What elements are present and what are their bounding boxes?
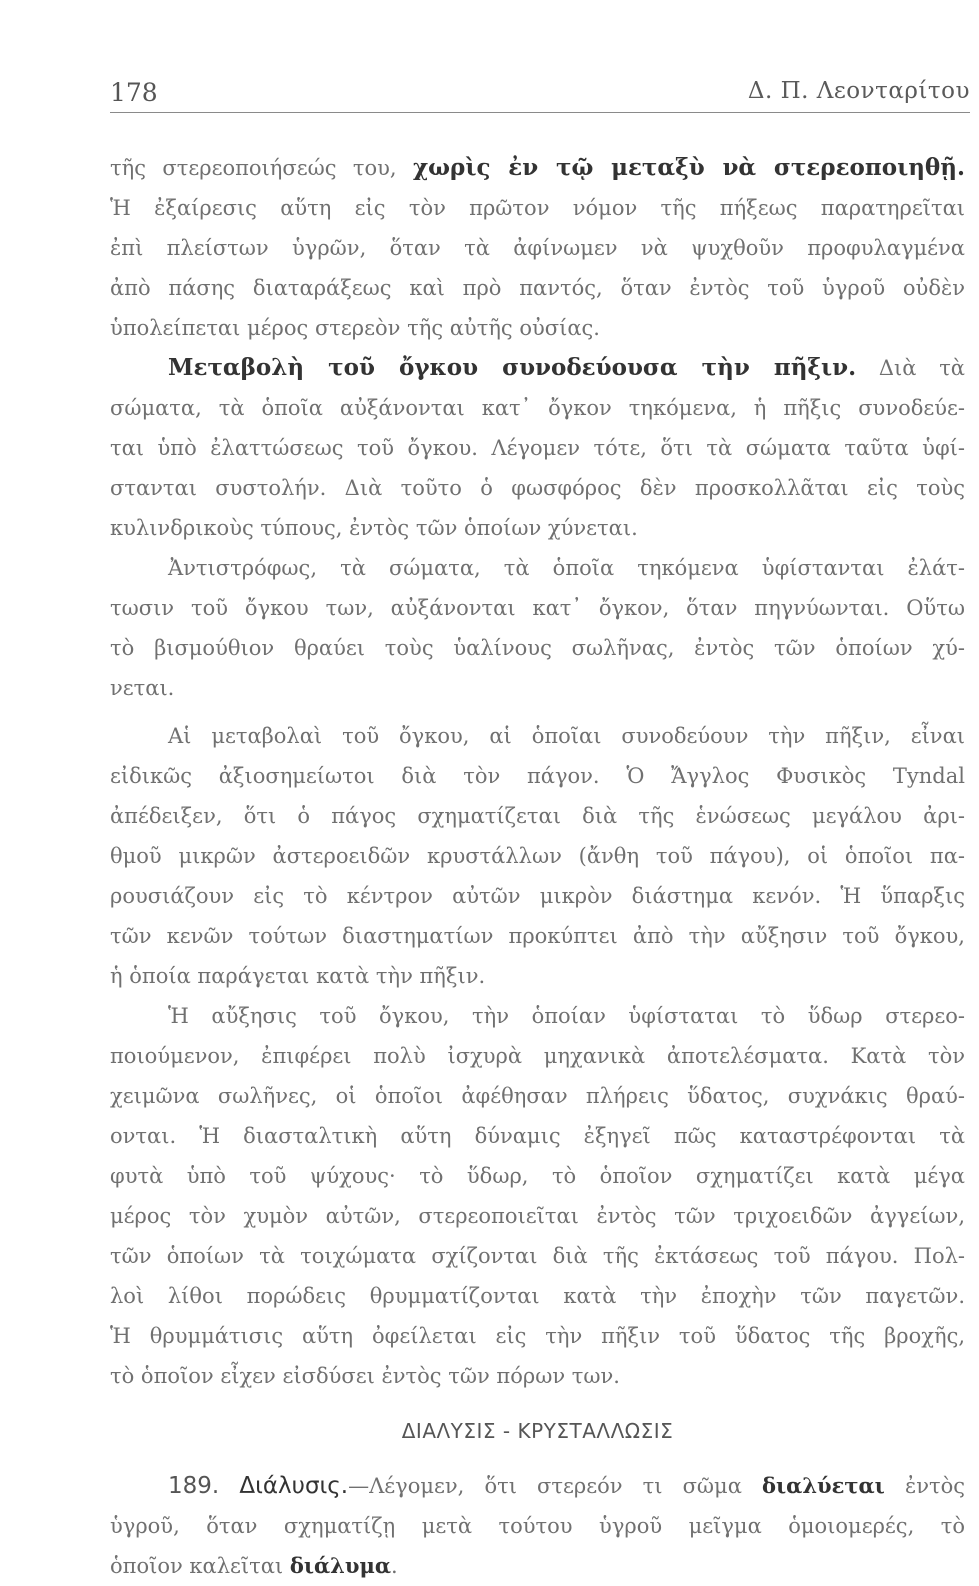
text-line: ἀπέδειξεν, ὅτι ὁ πάγος σχηματίζεται διὰ τῆς ἑνώσεως μεγάλου ἀρι-: [110, 804, 965, 828]
emphasis-text: διαλύεται: [762, 1473, 885, 1498]
page-body: [110, 148, 965, 1586]
paragraph-ice: [110, 716, 965, 996]
text-line: τὸ βισμούθιον θραύει τοὺς ὑαλίνους σωλῆνας, ἐντὸς τῶν ὁποίων χύ-: [110, 636, 965, 660]
text-line: ποιούμενον, ἐπιφέρει πολὺ ἰσχυρὰ μηχανικὰ ἀποτελέσματα. Κατὰ τὸν: [110, 1044, 965, 1068]
text-line: στανται συστολήν. Διὰ τοῦτο ὁ φωσφόρος δὲν προσκολλᾶται εἰς τοὺς: [110, 476, 965, 500]
page-header: [110, 78, 970, 113]
text-line: θμοῦ μικρῶν ἀστεροειδῶν κρυστάλλων (ἄνθη τοῦ πάγου), οἱ ὁποῖοι πα-: [110, 844, 965, 868]
paragraph-expansion-effects: [110, 996, 965, 1396]
paragraph-conversely: [110, 548, 965, 708]
text-line: λοὶ λίθοι πορώδεις θρυμματίζονται κατὰ τὴν ἐποχὴν τῶν παγετῶν.: [110, 1284, 965, 1308]
text-line: μέρος τὸν χυμὸν αὐτῶν, στερεοποιεῖται ἐντὸς τῶν τριχοειδῶν ἀγγείων,: [110, 1204, 965, 1228]
text-line: ὑγροῦ, ὅταν σχηματίζῃ μετὰ τούτου ὑγροῦ μεῖγμα ὁμοιομερές, τὸ: [110, 1514, 965, 1538]
text-line: χειμῶνα σωλῆνες, οἱ ὁποῖοι ἀφέθησαν πλήρεις ὕδατος, συχνάκις θραύ-: [110, 1084, 965, 1108]
text-line: Ἡ αὔξησις τοῦ ὄγκου, τὴν ὁποίαν ὑφίσταται τὸ ὕδωρ στερεο-: [168, 1004, 965, 1028]
page-number: 178: [110, 78, 158, 107]
emphasis-text: διάλυμα: [289, 1553, 391, 1578]
text-line: ἡ ὁποία παράγεται κατὰ τὴν πῆξιν.: [110, 964, 486, 988]
paragraph-solidification-end: [110, 148, 965, 348]
text-line: εἰδικῶς ἀξιοσημείωτοι διὰ τὸν πάγον. Ὁ Ἄγγλος Φυσικὸς Tyndal: [110, 764, 965, 788]
text-line: ὁποῖον καλεῖται διάλυμα.: [110, 1553, 398, 1578]
section-title: Διάλυσις.: [239, 1473, 349, 1499]
text-line: Ἀντιστρόφως, τὰ σώματα, τὰ ὁποῖα τηκόμενα ὑφίστανται ἐλάτ-: [168, 556, 965, 580]
text-line: τωσιν τοῦ ὄγκου των, αὐξάνονται κατ᾽ ὄγκον, ὅταν πηγνύωνται. Οὕτω: [110, 596, 965, 620]
text-line: ὑπολείπεται μέρος στερεὸν τῆς αὐτῆς οὐσίας.: [110, 316, 600, 340]
paragraph-dissolution: [110, 1466, 965, 1586]
section-heading: ΔΙΑΛΥΣΙΣ - ΚΡΥΣΤΑΛΛΩΣΙΣ: [401, 1419, 674, 1443]
text-line: τῶν κενῶν τούτων διαστηματίων προκύπτει ἀπὸ τὴν αὔξησιν τοῦ ὄγκου,: [110, 924, 965, 948]
text-line: 189. Διάλυσις.—Λέγομεν, ὅτι στερεόν τι σῶμα διαλύεται ἐντὸς: [168, 1473, 966, 1499]
text-line: ται ὑπὸ ἐλαττώσεως τοῦ ὄγκου. Λέγομεν τότε, ὅτι τὰ σώματα ταῦτα ὑφί-: [110, 436, 965, 460]
text-line: τὸ ὁποῖον εἶχεν εἰσδύσει ἐντὸς τῶν πόρων των.: [110, 1364, 620, 1388]
text-line: κυλινδρικοὺς τύπους, ἐντὸς τῶν ὁποίων χύνεται.: [110, 516, 638, 540]
text-line: ονται. Ἡ διασταλτικὴ αὕτη δύναμις ἐξηγεῖ πῶς καταστρέφονται τὰ: [110, 1124, 965, 1148]
text-line: Ἡ ἐξαίρεσις αὕτη εἰς τὸν πρῶτον νόμον τῆς πήξεως παρατηρεῖται: [110, 196, 965, 220]
text-line: νεται.: [110, 676, 175, 700]
text-line: τῶν ὁποίων τὰ τοιχώματα σχίζονται διὰ τῆς ἐκτάσεως τοῦ πάγου. Πολ-: [110, 1244, 965, 1268]
section-number: 189.: [168, 1473, 220, 1499]
paragraph-title: Μεταβολὴ τοῦ ὄγκου συνοδεύουσα τὴν πῆξιν.: [168, 354, 857, 381]
text-line: ἀπὸ πάσης διαταράξεως καὶ πρὸ παντός, ὅταν ἐντὸς τοῦ ὑγροῦ οὐδὲν: [110, 276, 965, 300]
paragraph-volume-change: [110, 348, 965, 548]
running-head-author: Δ. Π. Λεονταρίτου: [747, 78, 970, 104]
text-line: ρουσιάζουν εἰς τὸ κέντρον αὐτῶν μικρὸν διάστημα κενόν. Ἡ ὕπαρξις: [110, 884, 965, 908]
text-line: Ἡ θρυμμάτισις αὕτη ὀφείλεται εἰς τὴν πῆξιν τοῦ ὕδατος τῆς βροχῆς,: [110, 1324, 965, 1348]
text-line: τῆς στερεοποιήσεώς του, χωρὶς ἐν τῷ μεταξὺ νὰ στερεοποιηθῇ.: [110, 154, 965, 181]
emphasis-text: χωρὶς ἐν τῷ μεταξὺ νὰ στερεοποιηθῇ.: [413, 154, 965, 181]
text-line: φυτὰ ὑπὸ τοῦ ψύχους· τὸ ὕδωρ, τὸ ὁποῖον σχηματίζει κατὰ μέγα: [110, 1164, 965, 1188]
text-line: σώματα, τὰ ὁποῖα αὐξάνονται κατ᾽ ὄγκον τηκόμενα, ἡ πῆξις συνοδεύε-: [110, 396, 965, 420]
text-line: Μεταβολὴ τοῦ ὄγκου συνοδεύουσα τὴν πῆξιν. Διὰ τὰ: [168, 354, 965, 381]
text-line: Αἱ μεταβολαὶ τοῦ ὄγκου, αἱ ὁποῖαι συνοδεύουν τὴν πῆξιν, εἶναι: [168, 724, 965, 748]
text-line: ἐπὶ πλείστων ὑγρῶν, ὅταν τὰ ἀφίνωμεν νὰ ψυχθοῦν προφυλαγμένα: [110, 236, 965, 260]
